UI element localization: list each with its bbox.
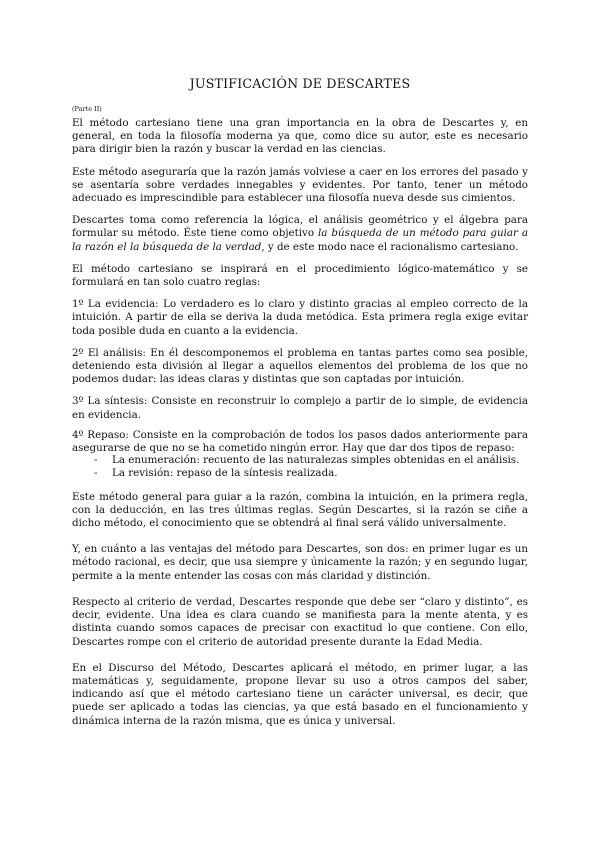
rule-review: 4º Repaso: Consiste en la comprobación de todos los pasos dados anteriormente para asegurarse de que no se ha cometido ningún error. Hay que dar dos tipos de repaso:	[72, 428, 528, 455]
paragraph-truth-criterion: Respecto al criterio de verdad, Descartes responde que debe ser “claro y distinto”, es decir, evidente. Una idea es clara cuando se manifiesta para la mente atenta, y es distinta cuando somos capaces de precisar con exactitud lo que contiene. Con ello, Descartes rompe con el criterio de autoridad presente durante la Edad Media.	[72, 595, 528, 648]
rule-evidence: 1º La evidencia: Lo verdadero es lo claro y distinto gracias al empleo correcto de la intuición. A partir de ella se deriva la duda metódica. Esta primera regla exige evitar toda posible duda en cuanto a la evidencia.	[72, 298, 528, 337]
list-item	[94, 454, 528, 467]
paragraph-four-rules-intro: El método cartesiano se inspirará en el procedimiento lógico-matemático y se formulará en tan solo cuatro reglas:	[72, 262, 528, 289]
paragraph-method-summary: Este método general para guiar a la razón, combina la intuición, en la primera regla, con la deducción, en las tres últimas reglas. Según Descartes, si la razón se ciñe a dicho método, el conocimiento que se obtendrá al final será válido universalmente.	[72, 490, 528, 530]
list-item-text: La enumeración: recuento de las naturalezas simples obtenidas en el análisis.	[112, 454, 520, 467]
emphasized-text: la búsqueda de un método para guiar a la razón el la búsqueda de la verdad	[72, 227, 529, 253]
part-note: (Parte II)	[72, 105, 102, 113]
paragraph-text: Descartes toma como referencia la lógica, el análisis geométrico y el álgebra para formular su método. Éste tiene como objetivo	[72, 214, 528, 240]
paragraph-advantages: Y, en cuánto a las ventajas del método para Descartes, son dos: en primer lugar es un método racional, es decir, que usa siempre y únicamente la razón; y en segundo lugar, permite a la mente entender las cosas con más claridad y distinción.	[72, 543, 528, 582]
list-marker: -	[94, 454, 98, 467]
rule-analysis: 2º El análisis: En él descomponemos el problema en tantas partes como sea posible, deteniendo esta división al llegar a aquellos elementos del problema de los que no podemos dudar: las ideas claras y distintas que son captadas por intuición.	[72, 346, 528, 386]
review-types-list	[72, 454, 528, 480]
paragraph-method-purpose: Este método aseguraría que la razón jamás volviese a caer en los errores del pasado y se asentaría sobre verdades innegables y evidentes. Por tanto, tener un método adecuado es imprescindible para establecer una filosofía nueva desde sus cimientos.	[72, 165, 528, 205]
document-title: JUSTIFICACIÓN DE DESCARTES	[189, 76, 411, 91]
rule-synthesis: 3º La síntesis: Consiste en reconstruir lo complejo a partir de lo simple, de evidencia en evidencia.	[72, 395, 528, 421]
paragraph-text: , y de este modo nace el racionalismo cartesiano.	[261, 240, 519, 253]
list-item-text: La revisión: repaso de la síntesis realizada.	[112, 467, 338, 480]
paragraph-intro: El método cartesiano tiene una gran importancia en la obra de Descartes y, en general, en toda la filosofía moderna ya que, como dice su autor, este es necesario para dirigir bien la razón y buscar la verdad en las ciencias.	[72, 117, 528, 156]
list-item	[94, 467, 528, 480]
paragraph-method-references	[72, 214, 528, 254]
list-marker: -	[94, 467, 98, 480]
paragraph-discourse-method: En el Discurso del Método, Descartes aplicará el método, en primer lugar, a las matemáticas y, seguidamente, propone llevar su uso a otros campos del saber, indicando así que el método cartesiano tiene un carácter universal, es decir, que puede ser aplicado a todas las ciencias, ya que está basado en el funcionamiento y dinámica interna de la razón misma, que es única y universal.	[72, 661, 528, 727]
